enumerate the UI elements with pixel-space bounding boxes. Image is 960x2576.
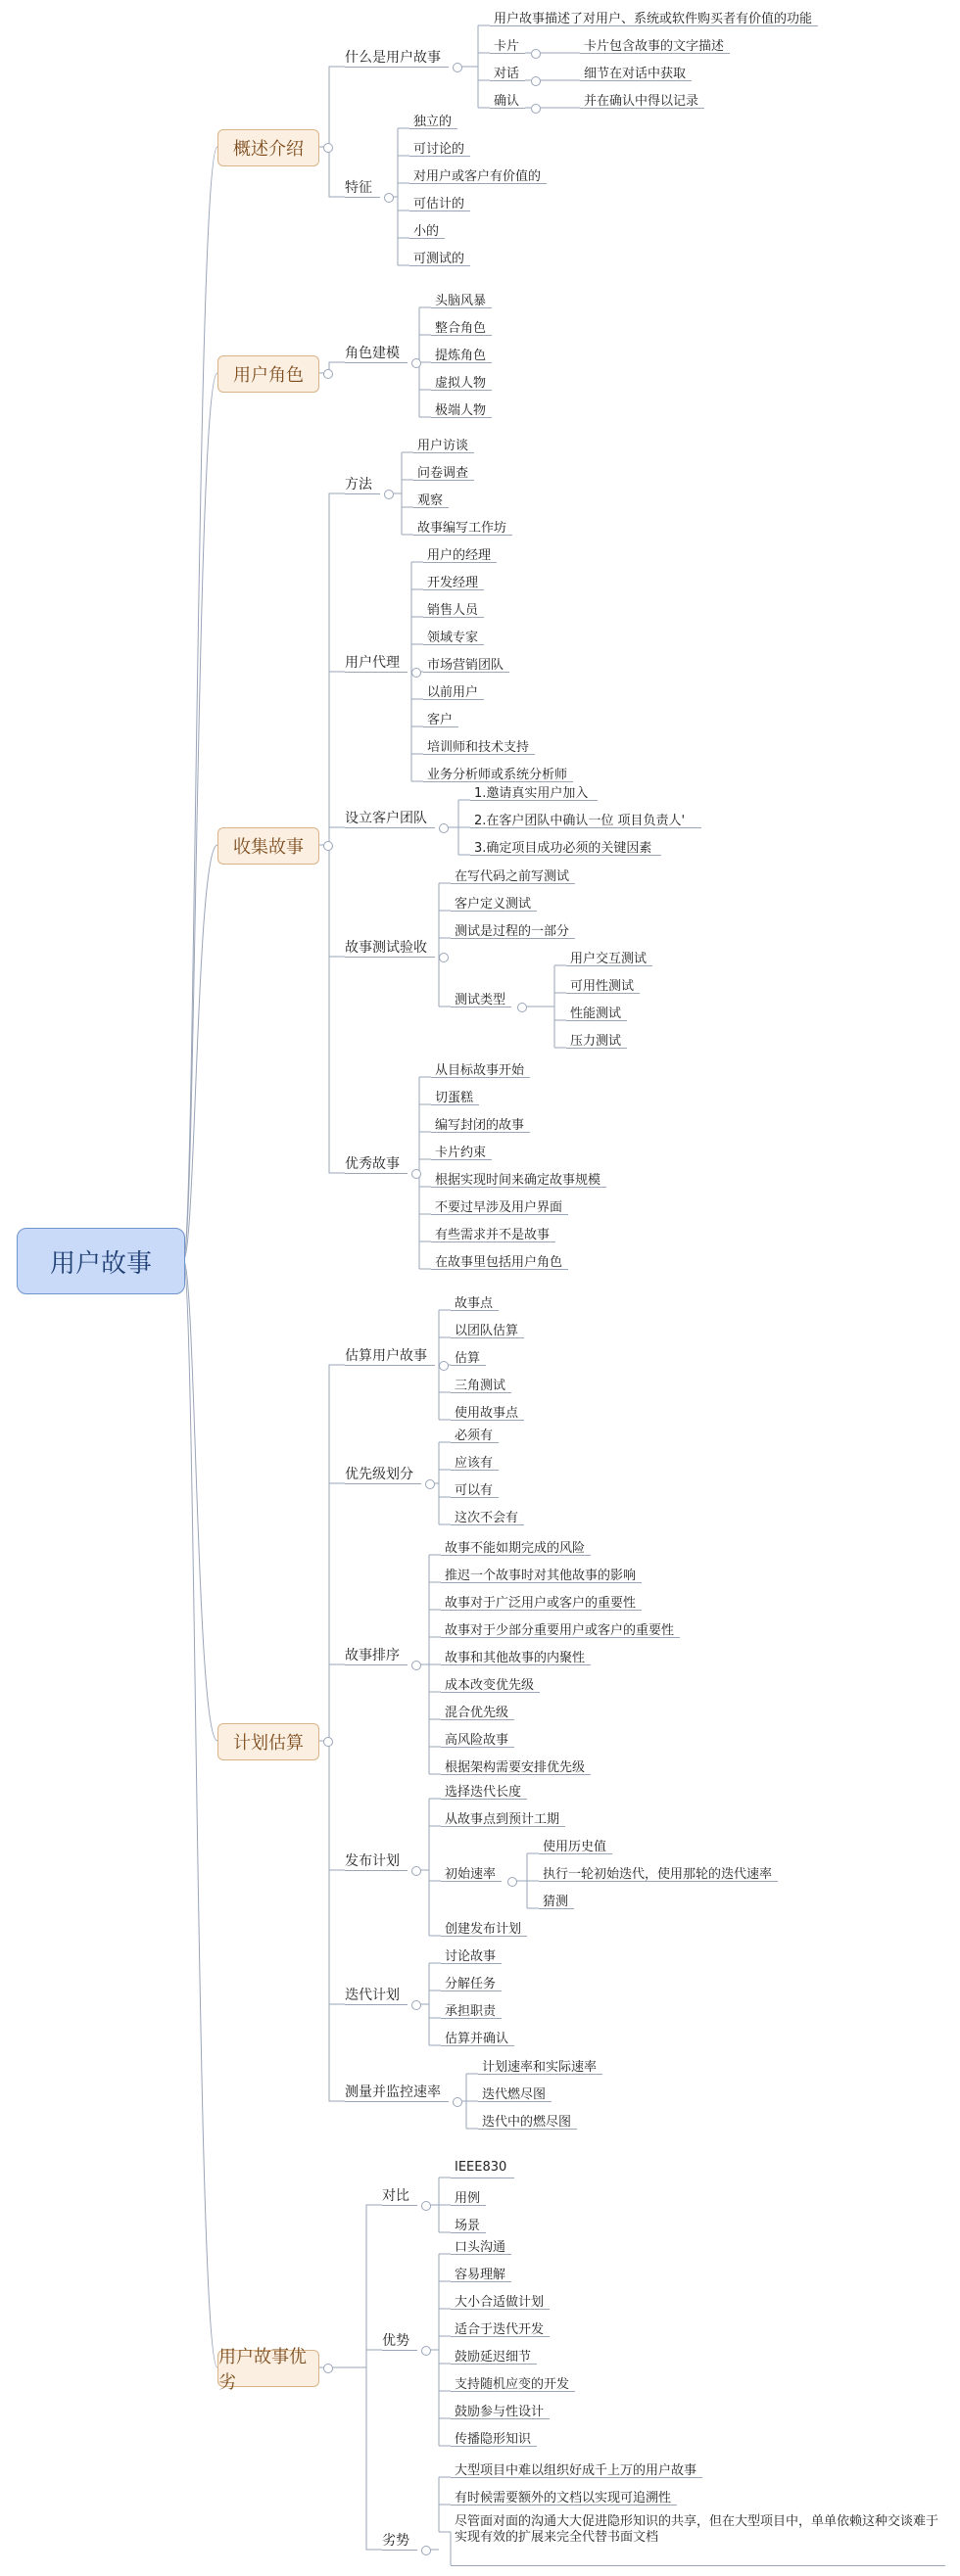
- leaf-item: 大小合适做计划: [455, 2295, 545, 2310]
- leaf-item: 培训师和技术支持: [427, 740, 530, 755]
- node-underline: [490, 25, 818, 26]
- node-underline: [345, 1664, 408, 1665]
- node-underline: [441, 1774, 591, 1775]
- leaf-item: 故事编写工作坊: [417, 521, 507, 536]
- node-underline: [451, 2446, 537, 2447]
- leaf-item: 高风险故事: [445, 1733, 509, 1748]
- topic-toggle-icon[interactable]: [411, 1661, 421, 1670]
- node-underline: [441, 1936, 527, 1937]
- leaf-item: 分解任务: [445, 1977, 497, 1991]
- leaf-item: 切蛋糕: [435, 1091, 474, 1105]
- leaf-item: 根据实现时间来确定故事规模: [435, 1173, 601, 1188]
- leaf-item: 用户访谈: [417, 439, 469, 453]
- leaf-detail: 细节在对话中获取: [584, 67, 687, 81]
- leaf-item: 承担职责: [445, 2004, 497, 2019]
- node-underline: [451, 1524, 524, 1525]
- node-underline: [441, 1799, 527, 1800]
- leaf-item: 可讨论的: [413, 142, 465, 157]
- leaf-item: 用例: [455, 2191, 481, 2206]
- topic-plan-3[interactable]: 发布计划: [345, 1853, 400, 1869]
- topic-toggle-icon[interactable]: [384, 193, 394, 203]
- node-underline: [441, 1664, 591, 1665]
- leaf-item: 讨论故事: [445, 1949, 497, 1964]
- node-underline: [423, 672, 509, 673]
- node-underline: [413, 452, 474, 453]
- leaf-item: 确认: [494, 94, 520, 109]
- node-underline: [345, 1173, 408, 1174]
- node-underline: [451, 938, 575, 939]
- node-underline: [539, 1881, 778, 1882]
- node-underline: [478, 2129, 577, 2130]
- node-underline: [539, 1908, 574, 1909]
- leaf-item: 容易理解: [455, 2268, 506, 2282]
- topic-plan-4[interactable]: 迭代计划: [345, 1988, 400, 2003]
- leaf-item: 执行一轮初始迭代，使用那轮的迭代速率: [543, 1867, 773, 1882]
- node-underline: [409, 265, 470, 266]
- node-underline: [539, 1853, 612, 1854]
- node-underline: [382, 2350, 417, 2351]
- leaf-item: 使用历史值: [543, 1840, 607, 1854]
- leaf-item: 头脑风暴: [435, 294, 487, 308]
- node-underline: [345, 957, 435, 958]
- leaf-item: 观察: [417, 493, 444, 508]
- leaf-item: 性能测试: [570, 1007, 622, 1021]
- node-underline: [431, 390, 492, 391]
- leaf-item: 对用户或客户有价值的: [413, 169, 542, 184]
- leaf-item: 2.在客户团队中确认一位 项目负责人': [474, 814, 686, 828]
- node-underline: [431, 307, 492, 308]
- leaf-item: 1.邀请真实用户加入: [474, 786, 589, 801]
- node-underline: [413, 507, 449, 508]
- topic-overview-1[interactable]: 特征: [345, 180, 372, 196]
- leaf-toggle-icon[interactable]: [531, 76, 541, 86]
- node-underline: [409, 156, 470, 157]
- leaf-detail: 卡片包含故事的文字描述: [584, 39, 725, 54]
- topic-merits-0[interactable]: 对比: [382, 2188, 409, 2204]
- node-underline: [441, 1826, 565, 1827]
- leaf-item: 用户故事描述了对用户、系统或软件购买者有价值的功能: [494, 12, 813, 26]
- leaf-item: 不要过早涉及用户界面: [435, 1200, 563, 1215]
- leaf-item: 极端人物: [435, 403, 487, 418]
- leaf-item: 大型项目中难以组织好成千上万的用户故事: [455, 2463, 697, 2478]
- leaf-item: 卡片: [494, 39, 520, 54]
- node-underline: [490, 108, 525, 109]
- topic-toggle-icon[interactable]: [411, 668, 421, 678]
- leaf-item: 开发经理: [427, 576, 479, 590]
- topic-roles-0[interactable]: 角色建模: [345, 346, 400, 361]
- node-underline: [345, 2004, 408, 2005]
- leaf-item: 从目标故事开始: [435, 1063, 525, 1078]
- branch-toggle-icon[interactable]: [323, 841, 333, 851]
- node-underline: [566, 965, 652, 966]
- node-underline: [382, 2550, 417, 2551]
- node-underline: [345, 197, 380, 198]
- node-underline: [441, 2045, 514, 2046]
- leaf-toggle-icon[interactable]: [507, 1877, 517, 1887]
- node-underline: [345, 1483, 421, 1484]
- leaf-item: 测试类型: [455, 993, 506, 1007]
- node-underline: [431, 1159, 492, 1160]
- leaf-item: 卡片约束: [435, 1146, 487, 1160]
- topic-plan-1[interactable]: 优先级划分: [345, 1467, 413, 1482]
- leaf-item: 可估计的: [413, 197, 465, 211]
- node-underline: [441, 1692, 540, 1693]
- leaf-item: 有些需求并不是故事: [435, 1228, 551, 1242]
- node-underline: [451, 2391, 575, 2392]
- node-underline: [451, 1310, 499, 1311]
- branch-roles[interactable]: 用户角色: [217, 355, 319, 393]
- leaf-item: 问卷调查: [417, 466, 469, 481]
- node-underline: [423, 589, 484, 590]
- leaf-item: 推迟一个故事时对其他故事的影响: [445, 1569, 637, 1583]
- node-underline: [431, 1241, 555, 1242]
- leaf-item: 使用故事点: [455, 1406, 519, 1421]
- leaf-item: 选择迭代长度: [445, 1785, 522, 1800]
- node-underline: [580, 108, 704, 109]
- leaf-item: 测试是过程的一部分: [455, 924, 570, 939]
- leaf-item: 3.确定项目成功必须的关键因素: [474, 841, 652, 856]
- leaf-item: 整合角色: [435, 321, 487, 336]
- node-underline: [451, 2232, 486, 2233]
- node-underline: [451, 883, 575, 884]
- leaf-item: 可测试的: [413, 252, 465, 266]
- leaf-item: 客户: [427, 713, 454, 727]
- node-underline: [451, 2565, 945, 2566]
- topic-toggle-icon[interactable]: [411, 1866, 421, 1876]
- node-underline: [451, 2281, 511, 2282]
- node-underline: [423, 562, 497, 563]
- leaf-item: 用户交互测试: [570, 952, 648, 966]
- topic-plan-2[interactable]: 故事排序: [345, 1648, 400, 1663]
- node-underline: [441, 1881, 502, 1882]
- branch-toggle-icon[interactable]: [323, 2364, 333, 2373]
- node-underline: [345, 672, 408, 673]
- leaf-item: 应该有: [455, 1456, 494, 1471]
- branch-toggle-icon[interactable]: [323, 143, 333, 153]
- leaf-item: 传播隐形知识: [455, 2432, 532, 2447]
- leaf-item: 从故事点到预计工期: [445, 1812, 560, 1827]
- node-underline: [441, 1719, 514, 1720]
- node-underline: [451, 2205, 486, 2206]
- node-underline: [470, 800, 598, 801]
- branch-merits[interactable]: 用户故事优劣: [217, 2350, 319, 2387]
- leaf-item: 编写封闭的故事: [435, 1118, 525, 1133]
- leaf-item: 鼓励参与性设计: [455, 2405, 545, 2419]
- node-underline: [345, 2101, 449, 2102]
- leaf-item: 必须有: [455, 1429, 494, 1443]
- leaf-item: 提炼角色: [435, 349, 487, 363]
- topic-toggle-icon[interactable]: [425, 1479, 435, 1489]
- node-underline: [345, 1870, 408, 1871]
- node-underline: [409, 128, 457, 129]
- leaf-item: 故事对于广泛用户或客户的重要性: [445, 1596, 637, 1611]
- node-underline: [451, 2309, 550, 2310]
- topic-overview-0[interactable]: 什么是用户故事: [345, 50, 441, 66]
- node-underline: [451, 2505, 677, 2506]
- leaf-toggle-icon[interactable]: [531, 104, 541, 114]
- node-underline: [431, 1187, 606, 1188]
- node-underline: [423, 726, 458, 727]
- topic-plan-5[interactable]: 测量并监控速率: [345, 2084, 441, 2100]
- branch-toggle-icon[interactable]: [323, 369, 333, 379]
- leaf-item: 故事对于少部分重要用户或客户的重要性: [445, 1623, 675, 1638]
- node-underline: [423, 754, 535, 755]
- topic-plan-0[interactable]: 估算用户故事: [345, 1348, 427, 1364]
- leaf-item: 成本改变优先级: [445, 1678, 535, 1693]
- topic-toggle-icon[interactable]: [453, 63, 462, 72]
- node-underline: [451, 2418, 550, 2419]
- node-underline: [409, 183, 547, 184]
- node-underline: [431, 1269, 568, 1270]
- leaf-item: 独立的: [413, 115, 453, 129]
- node-underline: [423, 644, 484, 645]
- topic-toggle-icon[interactable]: [384, 490, 394, 499]
- node-underline: [451, 1420, 524, 1421]
- node-underline: [441, 1610, 642, 1611]
- topic-gather-1[interactable]: 用户代理: [345, 655, 400, 671]
- node-underline: [451, 1442, 499, 1443]
- node-underline: [431, 417, 492, 418]
- leaf-item: 迭代中的燃尽图: [482, 2115, 572, 2130]
- leaf-item: 迭代燃尽图: [482, 2087, 547, 2102]
- topic-toggle-icon[interactable]: [439, 823, 449, 833]
- node-underline: [382, 2205, 417, 2206]
- node-underline: [451, 2477, 702, 2478]
- topic-merits-1[interactable]: 优势: [382, 2333, 409, 2349]
- node-underline: [478, 2074, 602, 2075]
- leaf-item: 对话: [494, 67, 520, 81]
- node-underline: [441, 1582, 642, 1583]
- node-underline: [451, 1497, 499, 1498]
- topic-toggle-icon[interactable]: [421, 2546, 431, 2555]
- node-underline: [423, 699, 484, 700]
- topic-toggle-icon[interactable]: [453, 2097, 462, 2107]
- leaf-item: 可以有: [455, 1483, 494, 1498]
- leaf-item: 用户的经理: [427, 548, 492, 563]
- leaf-item: 计划速率和实际速率: [482, 2060, 598, 2075]
- leaf-item: 故事点: [455, 1296, 494, 1311]
- leaf-item: 初始速率: [445, 1867, 497, 1882]
- leaf-item: 估算: [455, 1351, 481, 1366]
- node-underline: [413, 535, 512, 536]
- leaf-item: 业务分析师或系统分析师: [427, 768, 568, 782]
- node-underline: [431, 1104, 479, 1105]
- topic-gather-0[interactable]: 方法: [345, 477, 372, 492]
- leaf-detail: 并在确认中得以记录: [584, 94, 699, 109]
- node-underline: [431, 1214, 568, 1215]
- node-underline: [441, 2018, 502, 2019]
- branch-overview[interactable]: 概述介绍: [217, 129, 319, 166]
- node-underline: [566, 1020, 627, 1021]
- node-underline: [451, 1365, 486, 1366]
- topic-toggle-icon[interactable]: [439, 1361, 449, 1371]
- topic-merits-2[interactable]: 劣势: [382, 2533, 409, 2549]
- node-underline: [490, 80, 525, 81]
- leaf-item: 以团队估算: [455, 1324, 519, 1338]
- leaf-item: 压力测试: [570, 1034, 622, 1049]
- node-underline: [451, 911, 537, 912]
- leaf-item: 尽管面对面的沟通大大促进隐形知识的共享，但在大型项目中，单单依赖这种交谈难于实现有效的扩展来完全代替书面文档: [455, 2514, 939, 2545]
- leaf-item: 可用性测试: [570, 979, 635, 994]
- leaf-item: 鼓励延迟细节: [455, 2350, 532, 2365]
- branch-plan[interactable]: 计划估算: [217, 1723, 319, 1760]
- node-underline: [451, 2364, 537, 2365]
- node-underline: [441, 1963, 502, 1964]
- leaf-toggle-icon[interactable]: [517, 1003, 527, 1012]
- leaf-item: 故事不能如期完成的风险: [445, 1541, 586, 1556]
- leaf-item: IEEE830: [455, 2160, 507, 2175]
- node-underline: [470, 855, 661, 856]
- node-underline: [345, 362, 408, 363]
- topic-toggle-icon[interactable]: [411, 358, 421, 368]
- leaf-toggle-icon[interactable]: [531, 49, 541, 59]
- node-underline: [451, 2336, 550, 2337]
- leaf-item: 场景: [455, 2219, 481, 2233]
- topic-toggle-icon[interactable]: [421, 2201, 431, 2211]
- node-underline: [431, 362, 492, 363]
- node-underline: [345, 827, 435, 828]
- leaf-item: 口头沟通: [455, 2240, 506, 2255]
- leaf-item: 销售人员: [427, 603, 479, 618]
- leaf-item: 这次不会有: [455, 1511, 519, 1525]
- topic-toggle-icon[interactable]: [421, 2346, 431, 2356]
- topic-toggle-icon[interactable]: [411, 1169, 421, 1179]
- topic-toggle-icon[interactable]: [411, 2000, 421, 2010]
- node-underline: [345, 1365, 435, 1366]
- node-underline: [345, 493, 380, 494]
- node-underline: [431, 1077, 530, 1078]
- node-underline: [409, 238, 445, 239]
- leaf-item: 三角测试: [455, 1379, 506, 1393]
- node-underline: [441, 1637, 680, 1638]
- leaf-item: 创建发布计划: [445, 1922, 522, 1937]
- node-underline: [566, 1048, 627, 1049]
- node-underline: [470, 827, 701, 828]
- topic-gather-4[interactable]: 优秀故事: [345, 1156, 400, 1172]
- node-underline: [345, 67, 449, 68]
- node-underline: [431, 1132, 530, 1133]
- node-underline: [413, 480, 474, 481]
- leaf-item: 估算并确认: [445, 2032, 509, 2046]
- leaf-item: 领域专家: [427, 631, 479, 645]
- topic-gather-2[interactable]: 设立客户团队: [345, 811, 427, 826]
- node-underline: [580, 80, 692, 81]
- leaf-item: 以前用户: [427, 685, 479, 700]
- leaf-item: 混合优先级: [445, 1706, 509, 1720]
- branch-toggle-icon[interactable]: [323, 1737, 333, 1747]
- leaf-item: 猜测: [543, 1895, 569, 1909]
- node-underline: [580, 53, 730, 54]
- topic-gather-3[interactable]: 故事测试验收: [345, 940, 427, 956]
- node-underline: [441, 1747, 514, 1748]
- leaf-item: 适合于迭代开发: [455, 2322, 545, 2337]
- node-underline: [566, 993, 640, 994]
- leaf-item: 虚拟人物: [435, 376, 487, 391]
- branch-gather[interactable]: 收集故事: [217, 827, 319, 865]
- node-underline: [451, 1470, 499, 1471]
- node-underline: [490, 53, 525, 54]
- leaf-item: 在故事里包括用户角色: [435, 1255, 563, 1270]
- leaf-item: 市场营销团队: [427, 658, 504, 673]
- topic-toggle-icon[interactable]: [439, 953, 449, 962]
- leaf-item: 根据架构需要安排优先级: [445, 1760, 586, 1775]
- node-underline: [451, 1337, 524, 1338]
- node-underline: [431, 335, 492, 336]
- node-underline: [451, 2254, 511, 2255]
- leaf-item: 在写代码之前写测试: [455, 869, 570, 884]
- leaf-item: 支持随机应变的开发: [455, 2377, 570, 2392]
- leaf-item: 有时候需要额外的文档以实现可追溯性: [455, 2491, 672, 2506]
- leaf-item: 客户定义测试: [455, 897, 532, 912]
- node-underline: [423, 617, 484, 618]
- node-underline: [441, 1555, 591, 1556]
- leaf-item: 小的: [413, 224, 440, 239]
- node-underline: [478, 2101, 552, 2102]
- root-node[interactable]: 用户故事: [17, 1228, 185, 1294]
- node-underline: [451, 1392, 511, 1393]
- leaf-item: 故事和其他故事的内聚性: [445, 1651, 586, 1665]
